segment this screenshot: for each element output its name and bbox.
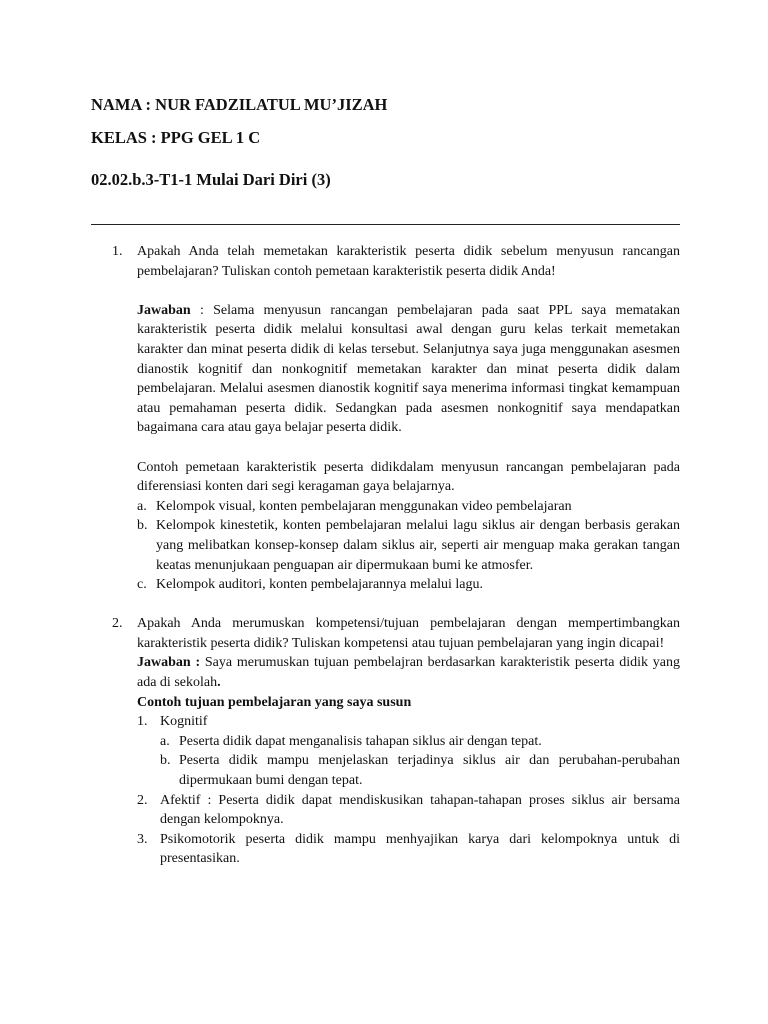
answer-paragraph [137, 301, 680, 438]
list-item: a. Kelompok visual, konten pembelajaran menggunakan video pembelajaran [137, 498, 572, 514]
goal-item: 3. Psikomotorik peserta didik mampu menhyajikan karya dari kelompoknya untuk di presentasikan. [137, 831, 680, 867]
header-divider [91, 224, 680, 225]
document-body [91, 242, 680, 869]
student-name: NAMA : NUR FADZILATUL MU’JIZAH [91, 95, 388, 114]
list-item: b. Peserta didik mampu menjelaskan terjadinya siklus air dan perubahan-perubahan dipermukaan bumi dengan tepat. [160, 753, 680, 789]
question-2 [91, 614, 680, 869]
goal-item: 1. Kognitif a. Peserta didik dapat menganalisis tahapan siklus air dengan tepat. b. Peserta didik mampu menjelaskan terjadinya siklus air dan perubahan-perubahan dipermukaan bumi dengan tepat. [137, 712, 680, 790]
question-text: Apakah Anda telah memetakan karakteristik peserta didik sebelum menyusun rancangan pembelajaran? Tuliskan contoh pemetaan karakteristik peserta didik Anda! [137, 244, 680, 279]
goal-item: 2. Afektif : Peserta didik dapat mendiskusikan tahapan-tahapan proses siklus air bersama dengan kelompoknya. [137, 792, 680, 828]
question-number: 2. [112, 616, 123, 632]
question-1 [91, 242, 680, 595]
assignment-title: 02.02.b.3-T1-1 Mulai Dari Diri (3) [91, 170, 331, 189]
list-item: a. Peserta didik dapat menganalisis tahapan siklus air dengan tepat. [160, 733, 542, 749]
list-item: b. Kelompok kinestetik, konten pembelajaran melalui lagu siklus air dengan berbasis gerakan yang melibatkan konsep-konsep dalam siklus air, seperti air menguap maka gerakan tangan keatas menunjukaan penguapan air dipermukaan bumi ke atmosfer. [137, 518, 680, 573]
goals-heading: Contoh tujuan pembelajaran yang saya susun [137, 694, 412, 710]
example-intro: Contoh pemetaan karakteristik peserta didikdalam menyusun rancangan pembelajaran pada diferensiasi konten dari segi keragaman gaya belajarnya. [137, 459, 680, 495]
answer-text: Saya merumuskan tujuan pembelajran berdasarkan karakteristik peserta didik yang ada di sekolah [137, 655, 680, 691]
question-number: 1. [112, 244, 123, 259]
answer-text: : Selama menyusun rancangan pembelajaran pada saat PPL saya mematakan karakteristik peserta didik melalui konsultasi awal dengan guru kelas terkait memetakan karakter dan minat peserta didik di kelas tersebut. Selanjutnya saya juga menggunakan asesmen dianostik kognitif dan nonkognitif memetakan karakter dan minat peserta didik dalam pembelajaran. Melalui asesmen dianostik kognitif saya menerima informasi tingkat kemampuan atau pemahaman peserta didik. Sedangkan pada asesmen nonkognitif saya mendapatkan bagaimana cara atau gaya belajar peserta didik. [137, 302, 680, 436]
answer-label: Jawaban [137, 302, 191, 318]
student-class: KELAS : PPG GEL 1 C [91, 128, 261, 147]
answer-label: Jawaban : [137, 655, 201, 671]
answer-paragraph: Jawaban : Saya merumuskan tujuan pembelajran berdasarkan karakteristik peserta didik yang ada di sekolah. [137, 655, 680, 691]
list-item: c. Kelompok auditori, konten pembelajarannya melalui lagu. [137, 577, 483, 593]
question-text: Apakah Anda merumuskan kompetensi/tujuan pembelajaran dengan mempertimbangkan karakteristik peserta didik? Tuliskan kompetensi atau tujuan pembelajaran yang ingin dicapai! [137, 616, 680, 651]
